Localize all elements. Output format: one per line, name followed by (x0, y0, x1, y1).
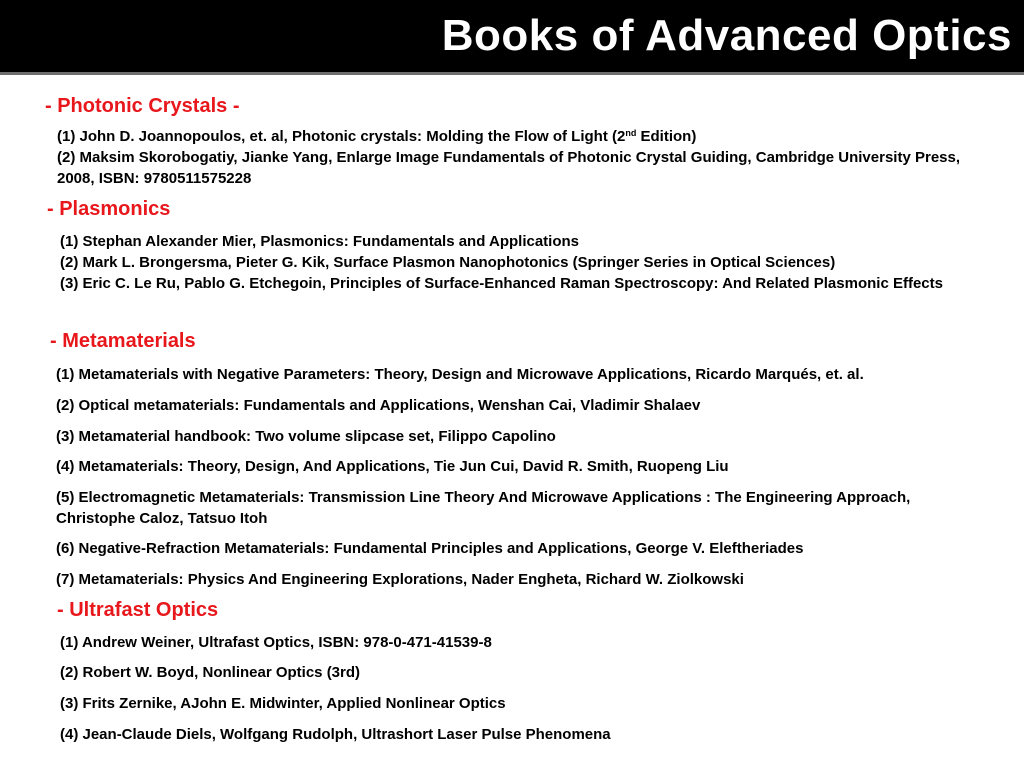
superscript: nd (625, 128, 637, 138)
section-heading-ultrafast-optics: - Ultrafast Optics (57, 599, 219, 621)
title-bar (0, 0, 1024, 75)
section-heading-metamaterials: - Metamaterials (50, 330, 196, 352)
list-item: (4) Metamaterials: Theory, Design, And Applications, Tie Jun Cui, David R. Smith, Ruopeng Liu (56, 458, 729, 475)
list-item: (4) Jean-Claude Diels, Wolfgang Rudolph, Ultrashort Laser Pulse Phenomena (60, 726, 611, 743)
list-item: (2) Mark L. Brongersma, Pieter G. Kik, Surface Plasmon Nanophotonics (Springer Series in Optical Sciences) (60, 254, 836, 271)
list-item: (3) Metamaterial handbook: Two volume slipcase set, Filippo Capolino (56, 428, 556, 445)
slide-title: Books of Advanced Optics (441, 11, 1012, 60)
list-item: (2) Maksim Skorobogatiy, Jianke Yang, Enlarge Image Fundamentals of Photonic Crystal Guiding, Cambridge University Press, 2008, ISBN: 9780511575228 (57, 149, 961, 187)
list-item: (2) Robert W. Boyd, Nonlinear Optics (3rd) (60, 664, 361, 681)
list-item: (2) Optical metamaterials: Fundamentals and Applications, Wenshan Cai, Vladimir Shalaev (56, 397, 701, 414)
list-item-text: (1) John D. Joannopoulos, et. al, Photonic crystals: Molding the Flow of Light (2 (57, 128, 626, 145)
section-heading-photonic-crystals: - Photonic Crystals - (45, 95, 240, 117)
list-item: (3) Frits Zernike, AJohn E. Midwinter, Applied Nonlinear Optics (60, 695, 506, 712)
list-item: (7) Metamaterials: Physics And Engineering Explorations, Nader Engheta, Richard W. Ziolkowski (56, 571, 744, 588)
list-item: (1) Metamaterials with Negative Parameters: Theory, Design and Microwave Applications, Ricardo Marqués, et. al. (56, 366, 864, 383)
list-item: (6) Negative-Refraction Metamaterials: Fundamental Principles and Applications, George V. Eleftheriades (56, 540, 804, 557)
list-item: (3) Eric C. Le Ru, Pablo G. Etchegoin, Principles of Surface-Enhanced Raman Spectroscopy: And Related Plasmonic Effects (60, 275, 943, 292)
list-item (57, 126, 696, 147)
list-item: (1) Andrew Weiner, Ultrafast Optics, ISBN: 978-0-471-41539-8 (60, 634, 492, 651)
list-item: (1) Stephan Alexander Mier, Plasmonics: Fundamentals and Applications (60, 233, 580, 250)
list-item-text-after: Edition) (636, 128, 697, 145)
list-item: (5) Electromagnetic Metamaterials: Transmission Line Theory And Microwave Applications : The Engineering Approach, Christophe Caloz, Tatsuo Itoh (56, 489, 911, 527)
section-heading-plasmonics: - Plasmonics (47, 198, 171, 220)
